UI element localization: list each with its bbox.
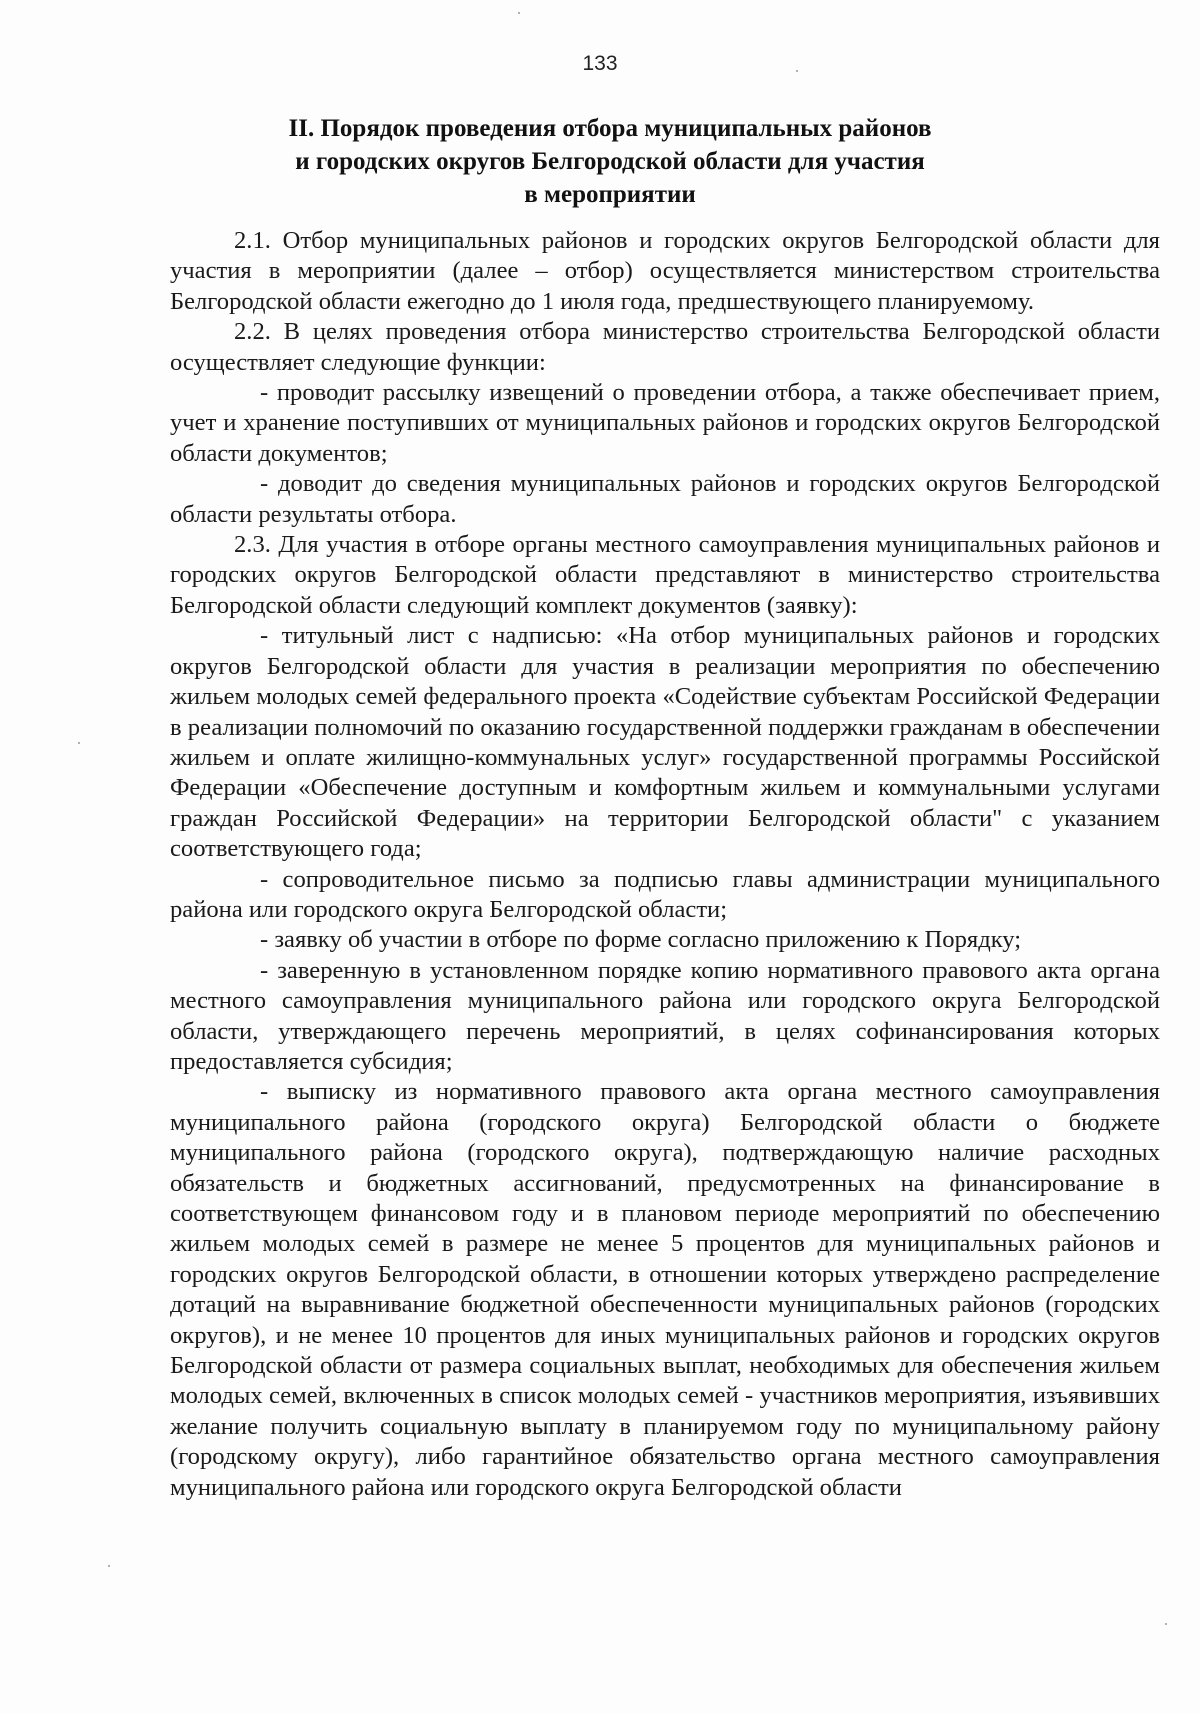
list-item: - доводит до сведения муниципальных районов и городских округов Белгородской области результаты отбора. [170,470,1160,528]
scan-speck [78,742,80,744]
list-item: - титульный лист с надписью: «На отбор муниципальных районов и городских округов Белгородской области для участия в реализации мероприятия по обеспечению жильем молодых семей федерального проекта «Содействие субъектам Российской Федерации в реализации полномочий по оказанию государственной поддержки гражданам в обеспечении жильем и оплате жилищно-коммунальных услуг» государственной программы Российской Федерации «Обеспечение доступным и комфортным жильем и коммунальными услугами граждан Российской Федерации» на территории Белгородской области" с указанием соответствующего года; [170,622,1160,863]
list-item: - заявку об участии в отборе по форме согласно приложению к Порядку; [260,926,1022,954]
scan-speck [518,12,520,14]
heading-line-1: II. Порядок проведения отбора муниципальных районов [288,115,932,142]
paragraph-2-2: 2.2. В целях проведения отбора министерство строительства Белгородской области осуществляет следующие функции: [170,318,1160,376]
page-number: 133 [582,52,618,75]
list-item: - сопроводительное письмо за подписью главы администрации муниципального района или городского округа Белгородской области; [170,865,1160,923]
heading-line-3: в мероприятии [524,181,696,208]
list-item: - проводит рассылку извещений о проведении отбора, а также обеспечивает прием, учет и хранение поступивших от муниципальных районов и городских округов Белгородской области документов; [170,379,1160,467]
scan-speck [796,70,798,72]
heading-line-2: и городских округов Белгородской области для участия [295,148,925,175]
document-body [170,226,1160,1503]
list-item: - выписку из нормативного правового акта органа местного самоуправления муниципального района (городского округа) Белгородской области о бюджете муниципального района (городского округа), подтверждающую наличие расходных обязательств и бюджетных ассигнований, предусмотренных на финансирование в соответствующем финансовом году и в плановом периоде мероприятий по обеспечению жильем молодых семей в размере не менее 5 процентов для муниципальных районов и городских округов Белгородской области, в отношении которых утверждено распределение дотаций на выравнивание бюджетной обеспеченности муниципальных районов (городских округов), и не менее 10 процентов для иных муниципальных районов и городских округов Белгородской области от размера социальных выплат, необходимых для обеспечения жильем молодых семей, включенных в список молодых семей - участников мероприятия, изъявивших желание получить социальную выплату в планируемом году по муниципальному району (городскому округу), либо гарантийное обязательство органа местного самоуправления муниципального района или городского округа Белгородской области [170,1078,1160,1501]
paragraph-2-1: 2.1. Отбор муниципальных районов и городских округов Белгородской области для участия в мероприятии (далее – отбор) осуществляется министерством строительства Белгородской области ежегодно до 1 июля года, предшествующего планируемому. [170,227,1160,315]
scan-speck [108,1565,110,1567]
section-heading [270,112,950,211]
list-item: - заверенную в установленном порядке копию нормативного правового акта органа местного самоуправления муниципального района или городского округа Белгородской области, утверждающего перечень мероприятий, в целях софинансирования которых предоставляется субсидия; [170,956,1160,1075]
scan-speck [1165,1623,1167,1625]
paragraph-2-3: 2.3. Для участия в отборе органы местного самоуправления муниципальных районов и городских округов Белгородской области представляют в министерство строительства Белгородской области следующий комплект документов (заявку): [170,531,1160,619]
